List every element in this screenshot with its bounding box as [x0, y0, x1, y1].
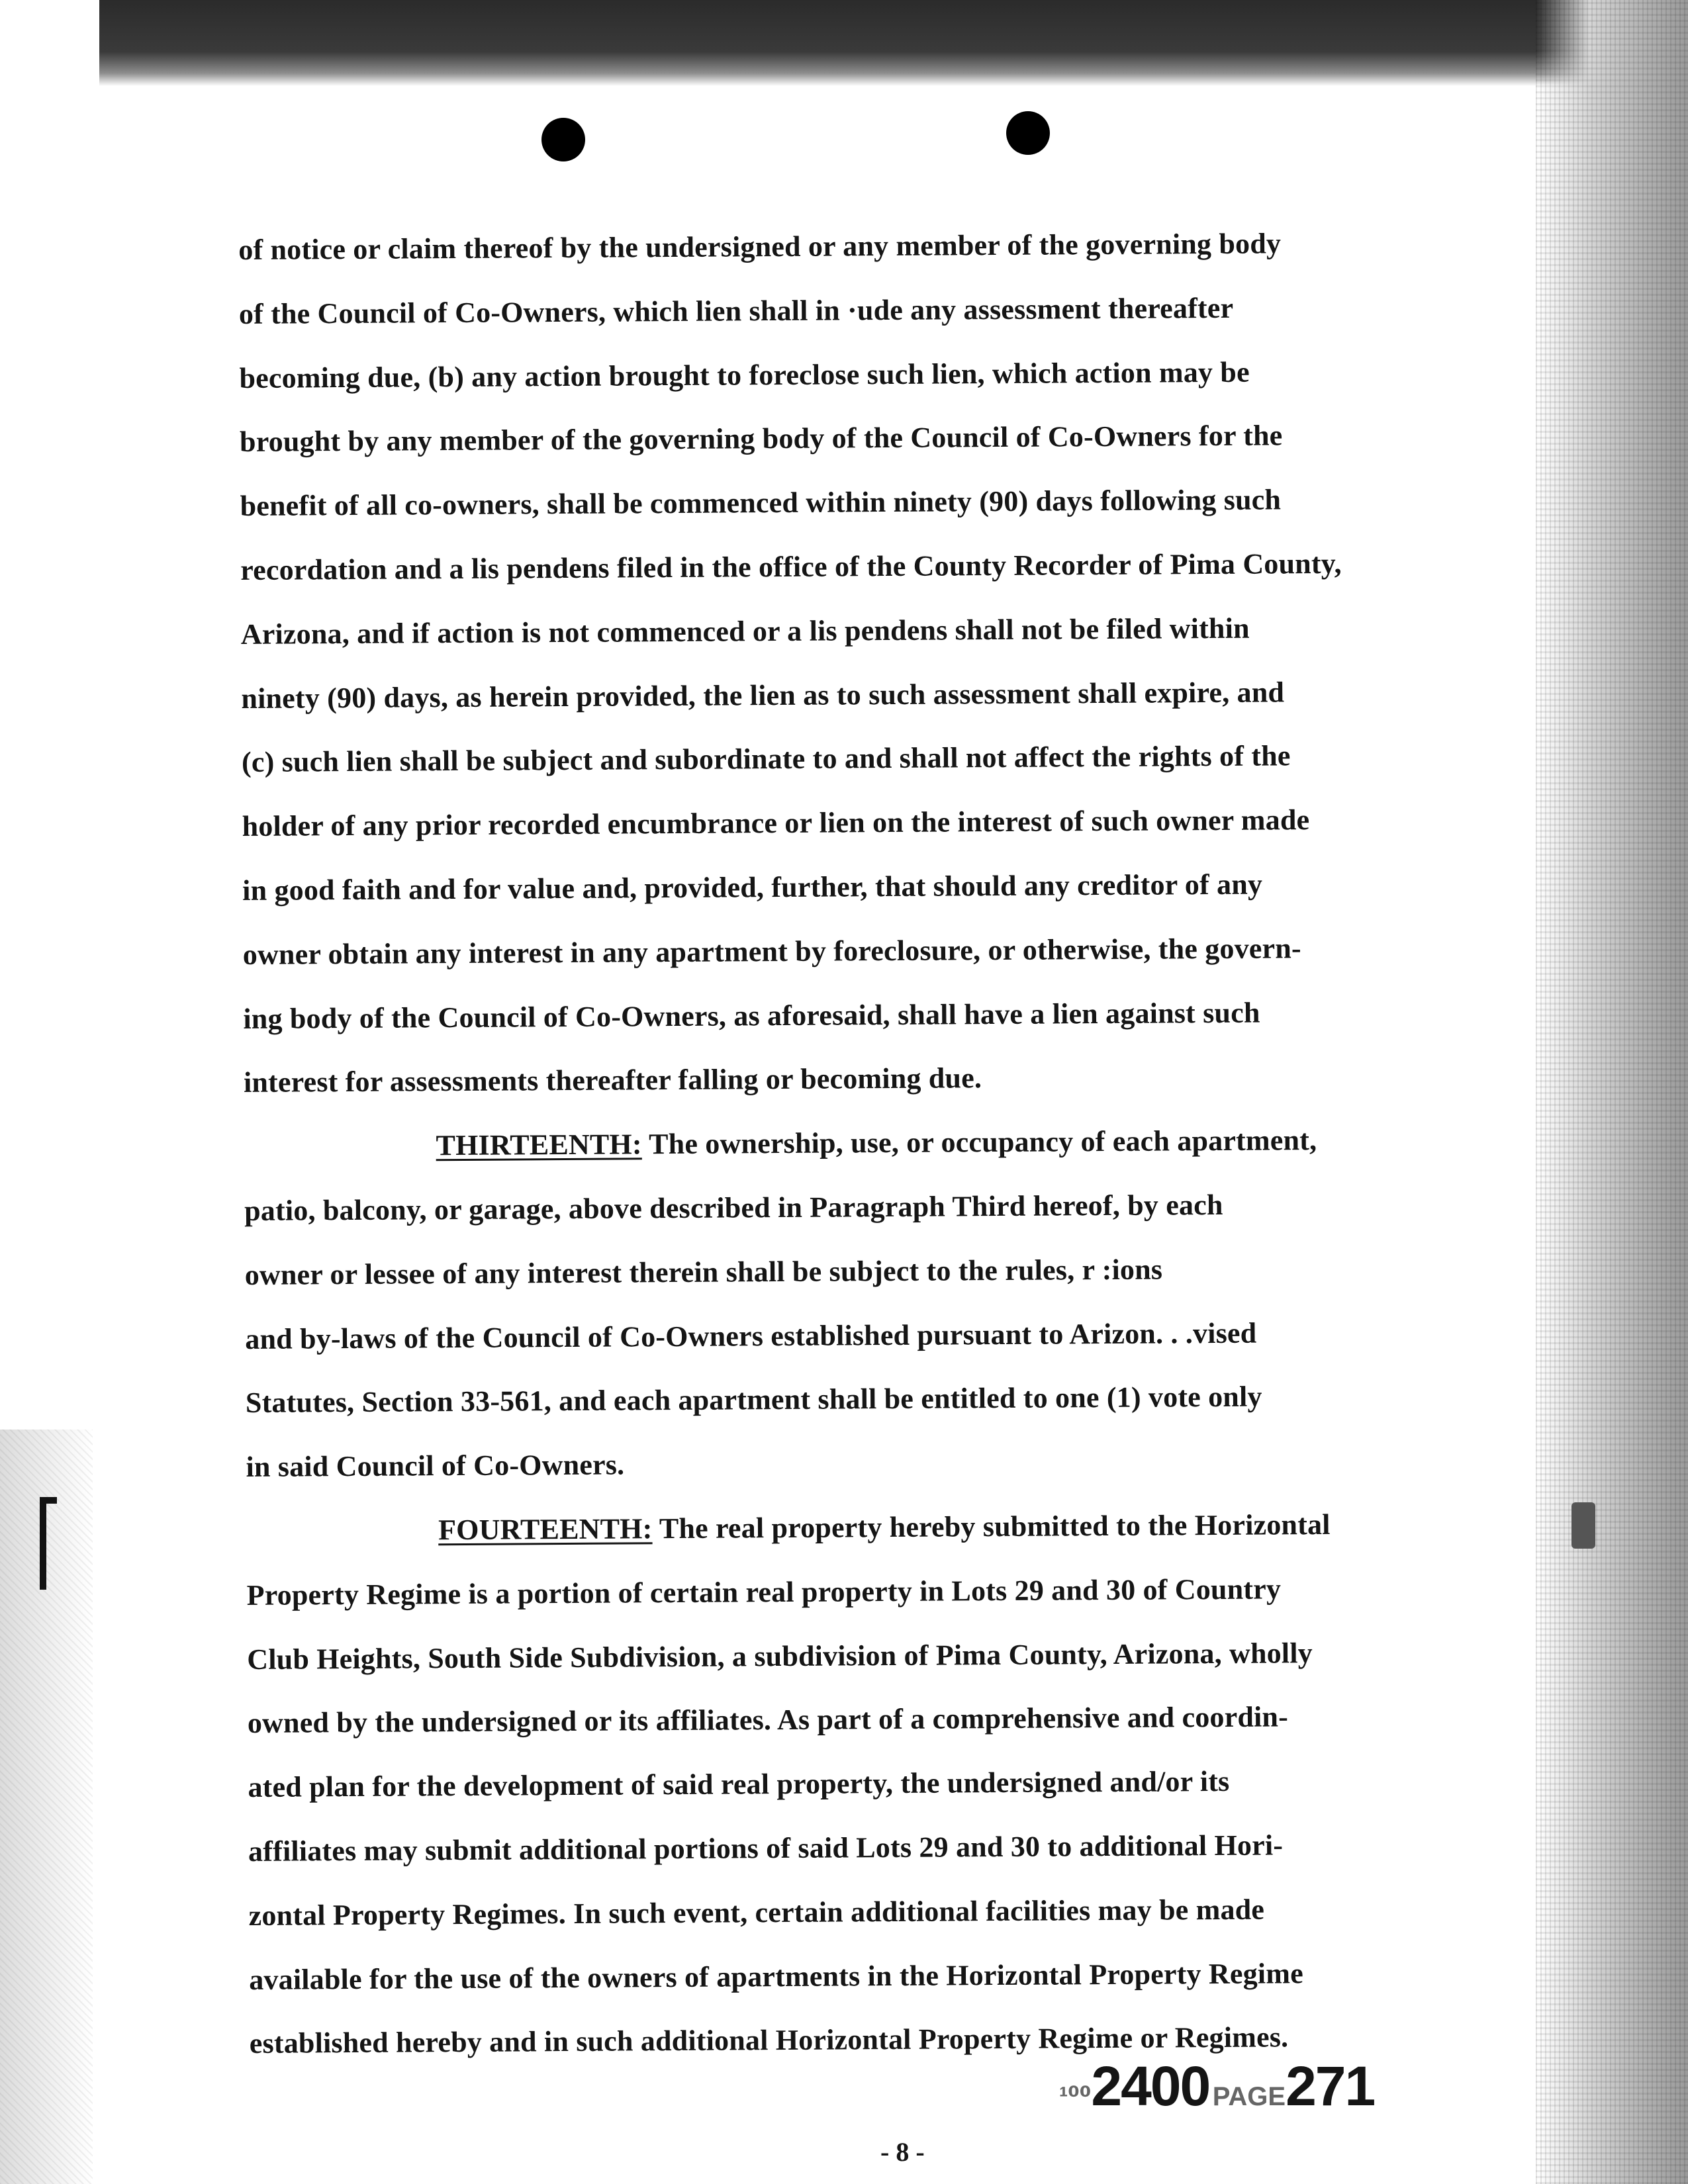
punch-hole-left [541, 118, 585, 161]
text-line: interest for assessments thereafter falling or becoming due. [243, 1062, 982, 1099]
text-line: holder of any prior recorded encumbrance or lien on the interest of such owner made [242, 803, 1310, 843]
scan-right-edge [1536, 0, 1688, 2184]
thirteenth-text: The ownership, use, or occupancy of each apartment, [641, 1124, 1317, 1161]
book-number: 2400 [1091, 2055, 1210, 2117]
text-line: established hereby and in such additional Horizontal Property Regime or Regimes. [249, 2021, 1289, 2060]
fourteenth-paragraph-start [246, 1492, 1491, 1563]
text-line: becoming due, (b) any action brought to foreclose such lien, which action may be [239, 355, 1250, 394]
text-line: ing body of the Council of Co-Owners, as aforesaid, shall have a lien against such [243, 996, 1260, 1035]
punch-hole-right [1006, 111, 1050, 155]
text-line: in said Council of Co-Owners. [246, 1448, 625, 1484]
text-line: and by-laws of the Council of Co-Owners established pursuant to Arizon. . .vised [245, 1316, 1257, 1355]
text-line: benefit of all co-owners, shall be commenced within ninety (90) days following such [240, 483, 1282, 523]
scan-top-edge [0, 0, 1688, 86]
text-line: patio, balcony, or garage, above described in Paragraph Third hereof, by each [244, 1188, 1223, 1227]
text-line: zontal Property Regimes. In such event, certain additional facilities may be made [248, 1893, 1265, 1932]
text-line: Arizona, and if action is not commenced or a lis pendens shall not be filed within [240, 612, 1250, 651]
recording-page-number: 271 [1286, 2055, 1375, 2117]
text-line: (c) such lien shall be subject and subordinate to and shall not affect the rights of the [241, 739, 1291, 779]
text-line: affiliates may submit additional portions of said Lots 29 and 30 to additional Hori- [248, 1829, 1284, 1868]
binder-clip-mark [40, 1497, 57, 1590]
text-line: Property Regime is a portion of certain real property in Lots 29 and 30 of Country [246, 1572, 1282, 1612]
text-line: available for the use of the owners of apartments in the Horizontal Property Regime [249, 1956, 1303, 1996]
scan-top-left-margin [0, 0, 99, 86]
text-line: Club Heights, South Side Subdivision, a subdivision of Pima County, Arizona, wholly [247, 1636, 1313, 1676]
book-label: ¹⁰⁰ [1059, 2082, 1092, 2111]
document-body [238, 211, 1494, 2077]
text-line: of the Council of Co-Owners, which lien shall in ·ude any assessment thereafter [238, 291, 1234, 330]
thirteenth-heading: THIRTEENTH: [436, 1128, 642, 1162]
text-line: ninety (90) days, as herein provided, the lien as to such assessment shall expire, and [241, 675, 1285, 715]
text-line: brought by any member of the governing body of the Council of Co-Owners for the [239, 419, 1283, 459]
page-label: PAGE [1212, 2082, 1286, 2111]
fourteenth-heading: FOURTEENTH: [438, 1512, 653, 1547]
text-line: owner obtain any interest in any apartment by foreclosure, or otherwise, the govern- [242, 931, 1301, 971]
text-line: ated plan for the development of said real property, the undersigned and/or its [248, 1765, 1230, 1804]
text-line: owned by the undersigned or its affiliates. As part of a comprehensive and coordin- [247, 1700, 1289, 1740]
text-line: recordation and a lis pendens filed in the office of the County Recorder of Pima County, [240, 547, 1342, 586]
recording-reference [1059, 2054, 1374, 2118]
text-line: Statutes, Section 33-561, and each apartment shall be entitled to one (1) vote only [245, 1380, 1262, 1420]
text-line: in good faith and for value and, provided, further, that should any creditor of any [242, 868, 1263, 907]
text-line: of notice or claim thereof by the undersigned or any member of the governing body [238, 227, 1282, 266]
binder-side-tab [1571, 1502, 1595, 1549]
fourteenth-text: The real property hereby submitted to the Horizontal [652, 1508, 1331, 1545]
thirteenth-paragraph-start [244, 1108, 1489, 1179]
page-number: - 8 - [880, 2137, 925, 2167]
text-line: owner or lessee of any interest therein shall be subject to the rules, r :ions [244, 1253, 1163, 1291]
